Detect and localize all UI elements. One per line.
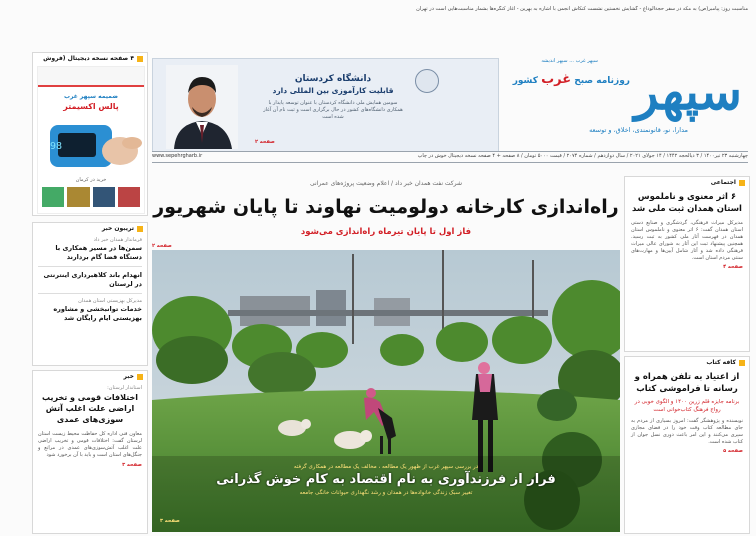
main-page-code: صفحه ۲ (152, 243, 172, 249)
masthead-subtitle: مدارا، نو، قانونمندی، اخلاق، و توسعه (589, 126, 688, 134)
main-kicker: شرکت نفت همدان خبر داد / اعلام وضعیت پروژه‌های عمرانی (309, 180, 462, 187)
ad-title: دانشگاه کردستان (294, 74, 372, 84)
university-logo (415, 69, 439, 93)
news-tribune-title-text: تریبون خبر (101, 225, 134, 232)
news-second-title-text: خبر (123, 373, 134, 380)
website: www.sepehrgharb.ir (152, 153, 203, 159)
main-headline[interactable]: راه‌اندازی کارخانه دولومیت نهاوند تا پایان شهریور (153, 196, 619, 218)
top-ticker: مناسبت روز: پیامبر(ص) به مکه در سفر حجةالوداع - گشایش نخستین نشست کنکاش انجمن با اشاره به بهرین - آغاز کنگره‌ها بشمار مناسبت‌هایی است در تهران (416, 6, 748, 12)
photo-page-code: صفحه ۳ (160, 518, 180, 524)
issue-divider-bottom (152, 162, 748, 163)
issue-line: چهارشنبه ۲۳ تیر۱۴۰۰ / ۳ ذیالحجه ۱۴۴۲ / ۱۴ جولای ۲۰۲۱ / سال دوازدهم / شماره ۲۰۷۴ / قیمت ۵۰۰۰ تومان / ۸ صفحه + ۴ صفحه نسخه دیجیتال خوش در چاپ (417, 153, 748, 159)
main-photo (152, 250, 620, 532)
logo-text: سپهر (634, 62, 742, 121)
social-box-title-text: اجتماعی (710, 179, 736, 186)
magazine-cover (37, 66, 145, 214)
news-headline[interactable]: انهدام باند کلاهبرداری اینترنتی در لرستان (43, 271, 142, 288)
social-page-code: صفحه ۴ (723, 264, 743, 270)
bullet-icon (137, 226, 143, 232)
news-headline[interactable]: سمن‌ها در مسیر همکاری با دستگاه قضا گام بردارند (55, 244, 142, 261)
issue-divider-top (152, 151, 748, 152)
news-tribune-box (32, 222, 148, 366)
digital-edition-box[interactable] (32, 52, 148, 216)
news-second-title (33, 371, 147, 382)
digital-edition-title-text: ۴ صفحه نسخه دیجیتال (فروش (43, 55, 134, 62)
book-cafe-body: نویسنده و پژوهشگر گفت: امروز بسیاری از مردم به جای مطالعه کتاب وقت خود را در فضای مجازی سپری می‌کنند و این امر باعث دوری نسل جوان از کتاب شده است. (631, 418, 743, 445)
book-cafe-box (624, 356, 750, 534)
news-kicker: فرماندار همدان خبر داد (93, 237, 142, 243)
social-box-title (625, 177, 749, 188)
news-kicker: مدیرکل بهزیستی استان همدان (78, 298, 142, 304)
logo-sub-red: غرب (541, 72, 572, 87)
bullet-icon (137, 374, 143, 380)
news-page-code: صفحه ۳ (122, 462, 142, 468)
ad-line: قابلیت کارآموزی بین المللی دارد (272, 86, 394, 95)
bullet-icon (739, 360, 745, 366)
logo-sub: روزنامه صبح (574, 76, 630, 86)
book-cafe-title (625, 357, 749, 368)
oximeter-image (40, 115, 144, 175)
logo-sub2: کشور (512, 76, 538, 86)
masthead-tagline: سپهر غرب ... سپهر اندیشه (541, 58, 598, 64)
book-cafe-subhead: برنامه جایزه قلم زرین ۱۴۰۰ و الگوی خوبی در رواج فرهنگ کتاب‌خوانی است (634, 399, 740, 413)
magazine-title: ضمیمه سپهر غرب (63, 93, 118, 100)
social-body: مدیرکل میراث فرهنگی، گردشگری و صنایع دستی استان همدان گفت: ۶ اثر معنوی و ناملموس استان همدان در فهرست آثار ملی کشور به ثبت رسید. همچنین پیشنهاد ثبت این آثار به شورای عالی میراث فرهنگی داده شد و آثار شامل آیین‌ها و مهارت‌های سنتی مردم استان است. (631, 220, 743, 261)
social-box (624, 176, 750, 352)
news-second-box (32, 370, 148, 534)
news-body: معاون فنی اداره کل حفاظت محیط زیست استان لرستان گفت: اختلافات قومی و تخریب اراضی علت اغلب آتش‌سوزی‌های عمدی در مراتع و جنگل‌های استان است و باید با آن برخورد شود (38, 431, 142, 458)
bullet-icon (739, 180, 745, 186)
photo-caption-headline[interactable]: فرار از فرزندآوری به نام اقتصاد به کام خوش گذرانی (216, 472, 556, 487)
photo-caption-sub: تغییر سبک زندگی خانواده‌ها در همدان و رشد نگهداری حیوانات خانگی جامعه (299, 490, 473, 496)
social-headline[interactable]: ۶ اثر معنوی و ناملموس استان همدان ثبت ملی شد (632, 192, 742, 214)
ad-page-code: صفحه ۲ (255, 139, 275, 145)
magazine-line: پالس اکسیمتر (63, 102, 119, 111)
magazine-sub: خرید در کرمان (75, 177, 107, 183)
book-cafe-title-text: کافه کتاب (706, 359, 736, 366)
portrait-photo (166, 65, 238, 149)
ad-body: سومین همایش ملی دانشگاه کردستان با عنوان توسعه پایدار با همکاری دانشگاه‌های کشور در حال برگزاری است و ثبت نام آن آغاز شده است (263, 100, 403, 120)
digital-edition-title (33, 53, 147, 64)
news-tribune-title (33, 223, 147, 234)
book-cafe-page-code: صفحه ۵ (723, 448, 743, 454)
book-cafe-headline[interactable]: از اعتیاد به تلفن همراه و رسانه تا فراموشی کتاب (634, 372, 740, 394)
photo-caption-kicker: در بررسی سپهر غرب از ظهور یک مطالعه ، مخالف یک مطالعه در همکاری گرفته (293, 464, 479, 470)
news-headline[interactable]: اختلافات قومی و تخریب اراضی علت اغلب آتش سوزی‌های عمدی (42, 393, 138, 424)
news-headline[interactable]: خدمات توانبخشی و مشاوره بهزیستی ایام رایگان شد (53, 305, 142, 322)
masthead (500, 52, 748, 152)
main-subhead: فاز اول تا پایان تیرماه راه‌اندازی می‌شود (300, 227, 472, 237)
advertisement-box[interactable] (152, 58, 499, 152)
svg-text:98: 98 (49, 141, 62, 152)
bullet-icon (137, 56, 143, 62)
news-kicker: استاندار لرستان: (107, 385, 142, 391)
